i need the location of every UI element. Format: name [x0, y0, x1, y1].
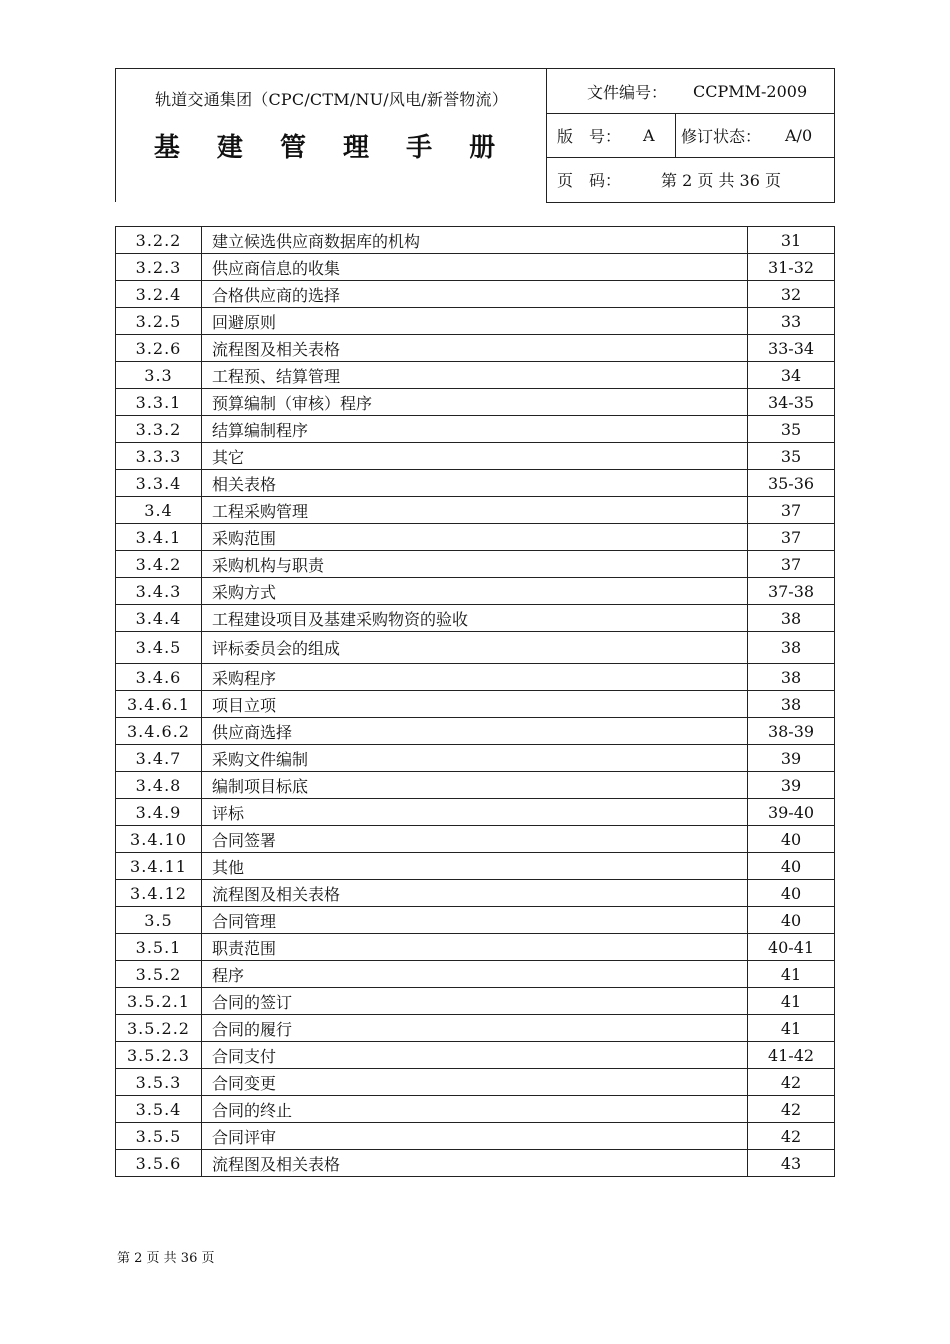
table-row	[116, 1042, 835, 1069]
section-title: 供应商选择	[202, 718, 748, 745]
section-title: 采购机构与职责	[202, 551, 748, 578]
section-number: 3.4.6.2	[116, 718, 202, 745]
page-range: 41	[748, 1015, 835, 1042]
section-number: 3.4.1	[116, 524, 202, 551]
doc-number-row	[547, 69, 834, 114]
page-range: 41	[748, 988, 835, 1015]
page-row	[547, 158, 834, 201]
section-number: 3.5.6	[116, 1150, 202, 1177]
table-of-contents	[115, 226, 835, 1177]
section-title: 其它	[202, 443, 748, 470]
table-row	[116, 335, 835, 362]
table-row	[116, 497, 835, 524]
section-number: 3.4.6.1	[116, 691, 202, 718]
page-range: 37-38	[748, 578, 835, 605]
section-title: 评标	[202, 799, 748, 826]
page-range: 42	[748, 1096, 835, 1123]
section-number: 3.4.3	[116, 578, 202, 605]
table-row	[116, 826, 835, 853]
organization-name: 轨道交通集团（CPC/CTM/NU/风电/新誉物流）	[155, 90, 508, 109]
page-range: 38	[748, 632, 835, 664]
page-range: 31	[748, 227, 835, 254]
page-range: 35	[748, 416, 835, 443]
section-number: 3.5.5	[116, 1123, 202, 1150]
page-range: 40	[748, 907, 835, 934]
table-row	[116, 389, 835, 416]
table-row	[116, 772, 835, 799]
section-title: 项目立项	[202, 691, 748, 718]
table-row	[116, 227, 835, 254]
page-range: 39-40	[748, 799, 835, 826]
section-title: 相关表格	[202, 470, 748, 497]
page-range: 39	[748, 772, 835, 799]
toc-body	[116, 227, 835, 1177]
header-divider	[675, 114, 676, 157]
table-row	[116, 799, 835, 826]
section-title: 结算编制程序	[202, 416, 748, 443]
document-title: 基 建 管 理 手 册	[153, 133, 510, 163]
page-range: 37	[748, 497, 835, 524]
section-title: 合同支付	[202, 1042, 748, 1069]
page-range: 38	[748, 664, 835, 691]
page-range: 41	[748, 961, 835, 988]
section-title: 预算编制（审核）程序	[202, 389, 748, 416]
section-number: 3.3.2	[116, 416, 202, 443]
section-number: 3.4.12	[116, 880, 202, 907]
section-title: 职责范围	[202, 934, 748, 961]
table-row	[116, 524, 835, 551]
section-number: 3.4.9	[116, 799, 202, 826]
section-number: 3.4.8	[116, 772, 202, 799]
section-number: 3.5.4	[116, 1096, 202, 1123]
page-label: 页 码：	[557, 171, 622, 190]
table-row	[116, 308, 835, 335]
section-number: 3.5.1	[116, 934, 202, 961]
page-range: 41-42	[748, 1042, 835, 1069]
section-number: 3.3	[116, 362, 202, 389]
section-title: 合同管理	[202, 907, 748, 934]
table-row	[116, 934, 835, 961]
document-header	[115, 68, 834, 203]
table-row	[116, 281, 835, 308]
table-row	[116, 551, 835, 578]
page-range: 38-39	[748, 718, 835, 745]
section-title: 其他	[202, 853, 748, 880]
table-row	[116, 880, 835, 907]
page-range: 38	[748, 691, 835, 718]
page-value: 第 2 页 共 36 页	[661, 171, 781, 190]
page-range: 34	[748, 362, 835, 389]
page-range: 37	[748, 524, 835, 551]
page-footer: 第 2 页 共 36 页	[117, 1251, 215, 1266]
page-range: 39	[748, 745, 835, 772]
section-number: 3.5.2.3	[116, 1042, 202, 1069]
section-title: 编制项目标底	[202, 772, 748, 799]
version-value: A	[643, 126, 655, 145]
section-title: 工程预、结算管理	[202, 362, 748, 389]
table-row	[116, 578, 835, 605]
section-title: 流程图及相关表格	[202, 880, 748, 907]
section-title: 合同签署	[202, 826, 748, 853]
table-row	[116, 443, 835, 470]
version-label: 版 号：	[557, 127, 622, 146]
page-range: 37	[748, 551, 835, 578]
section-title: 工程采购管理	[202, 497, 748, 524]
page-range: 38	[748, 605, 835, 632]
page-range: 40-41	[748, 934, 835, 961]
table-row	[116, 470, 835, 497]
page-range: 32	[748, 281, 835, 308]
section-number: 3.4.11	[116, 853, 202, 880]
table-row	[116, 907, 835, 934]
section-number: 3.4	[116, 497, 202, 524]
section-title: 采购范围	[202, 524, 748, 551]
section-title: 合同的终止	[202, 1096, 748, 1123]
section-number: 3.4.10	[116, 826, 202, 853]
page-range: 35-36	[748, 470, 835, 497]
page-range: 31-32	[748, 254, 835, 281]
table-row	[116, 1096, 835, 1123]
section-title: 供应商信息的收集	[202, 254, 748, 281]
page-range: 40	[748, 880, 835, 907]
section-title: 采购文件编制	[202, 745, 748, 772]
table-row	[116, 1150, 835, 1177]
section-number: 3.4.5	[116, 632, 202, 664]
table-row	[116, 1123, 835, 1150]
section-title: 合同评审	[202, 1123, 748, 1150]
section-title: 合同的履行	[202, 1015, 748, 1042]
section-title: 流程图及相关表格	[202, 1150, 748, 1177]
table-row	[116, 362, 835, 389]
section-number: 3.2.4	[116, 281, 202, 308]
table-row	[116, 745, 835, 772]
table-row	[116, 254, 835, 281]
page-range: 42	[748, 1069, 835, 1096]
section-number: 3.2.2	[116, 227, 202, 254]
page-range: 42	[748, 1123, 835, 1150]
version-row	[547, 114, 834, 158]
section-title: 程序	[202, 961, 748, 988]
section-title: 流程图及相关表格	[202, 335, 748, 362]
section-number: 3.5.2.2	[116, 1015, 202, 1042]
table-row	[116, 691, 835, 718]
section-title: 评标委员会的组成	[202, 632, 748, 664]
section-title: 合同变更	[202, 1069, 748, 1096]
section-number: 3.2.6	[116, 335, 202, 362]
page-range: 40	[748, 826, 835, 853]
section-title: 工程建设项目及基建采购物资的验收	[202, 605, 748, 632]
section-number: 3.2.5	[116, 308, 202, 335]
section-number: 3.5.2.1	[116, 988, 202, 1015]
table-row	[116, 988, 835, 1015]
table-row	[116, 605, 835, 632]
section-number: 3.5.2	[116, 961, 202, 988]
section-number: 3.3.3	[116, 443, 202, 470]
section-title: 采购方式	[202, 578, 748, 605]
section-number: 3.4.6	[116, 664, 202, 691]
section-title: 采购程序	[202, 664, 748, 691]
section-number: 3.4.2	[116, 551, 202, 578]
section-number: 3.5	[116, 907, 202, 934]
table-row	[116, 1069, 835, 1096]
section-title: 合同的签订	[202, 988, 748, 1015]
page-range: 34-35	[748, 389, 835, 416]
page-range: 43	[748, 1150, 835, 1177]
section-title: 合格供应商的选择	[202, 281, 748, 308]
section-number: 3.3.1	[116, 389, 202, 416]
page-range: 40	[748, 853, 835, 880]
table-row	[116, 664, 835, 691]
section-number: 3.3.4	[116, 470, 202, 497]
table-row	[116, 1015, 835, 1042]
section-number: 3.4.7	[116, 745, 202, 772]
table-row	[116, 632, 835, 664]
page-range: 33-34	[748, 335, 835, 362]
table-row	[116, 853, 835, 880]
revision-label: 修订状态：	[681, 127, 762, 146]
table-row	[116, 718, 835, 745]
section-title: 回避原则	[202, 308, 748, 335]
header-left-panel	[115, 68, 547, 202]
doc-number-value: CCPMM-2009	[693, 81, 808, 101]
section-number: 3.2.3	[116, 254, 202, 281]
header-info-panel	[546, 68, 835, 203]
section-number: 3.4.4	[116, 605, 202, 632]
section-title: 建立候选供应商数据库的机构	[202, 227, 748, 254]
table-row	[116, 961, 835, 988]
page-range: 35	[748, 443, 835, 470]
section-number: 3.5.3	[116, 1069, 202, 1096]
revision-value: A/0	[785, 126, 813, 145]
table-row	[116, 416, 835, 443]
doc-number-label: 文件编号：	[587, 82, 668, 102]
page-range: 33	[748, 308, 835, 335]
